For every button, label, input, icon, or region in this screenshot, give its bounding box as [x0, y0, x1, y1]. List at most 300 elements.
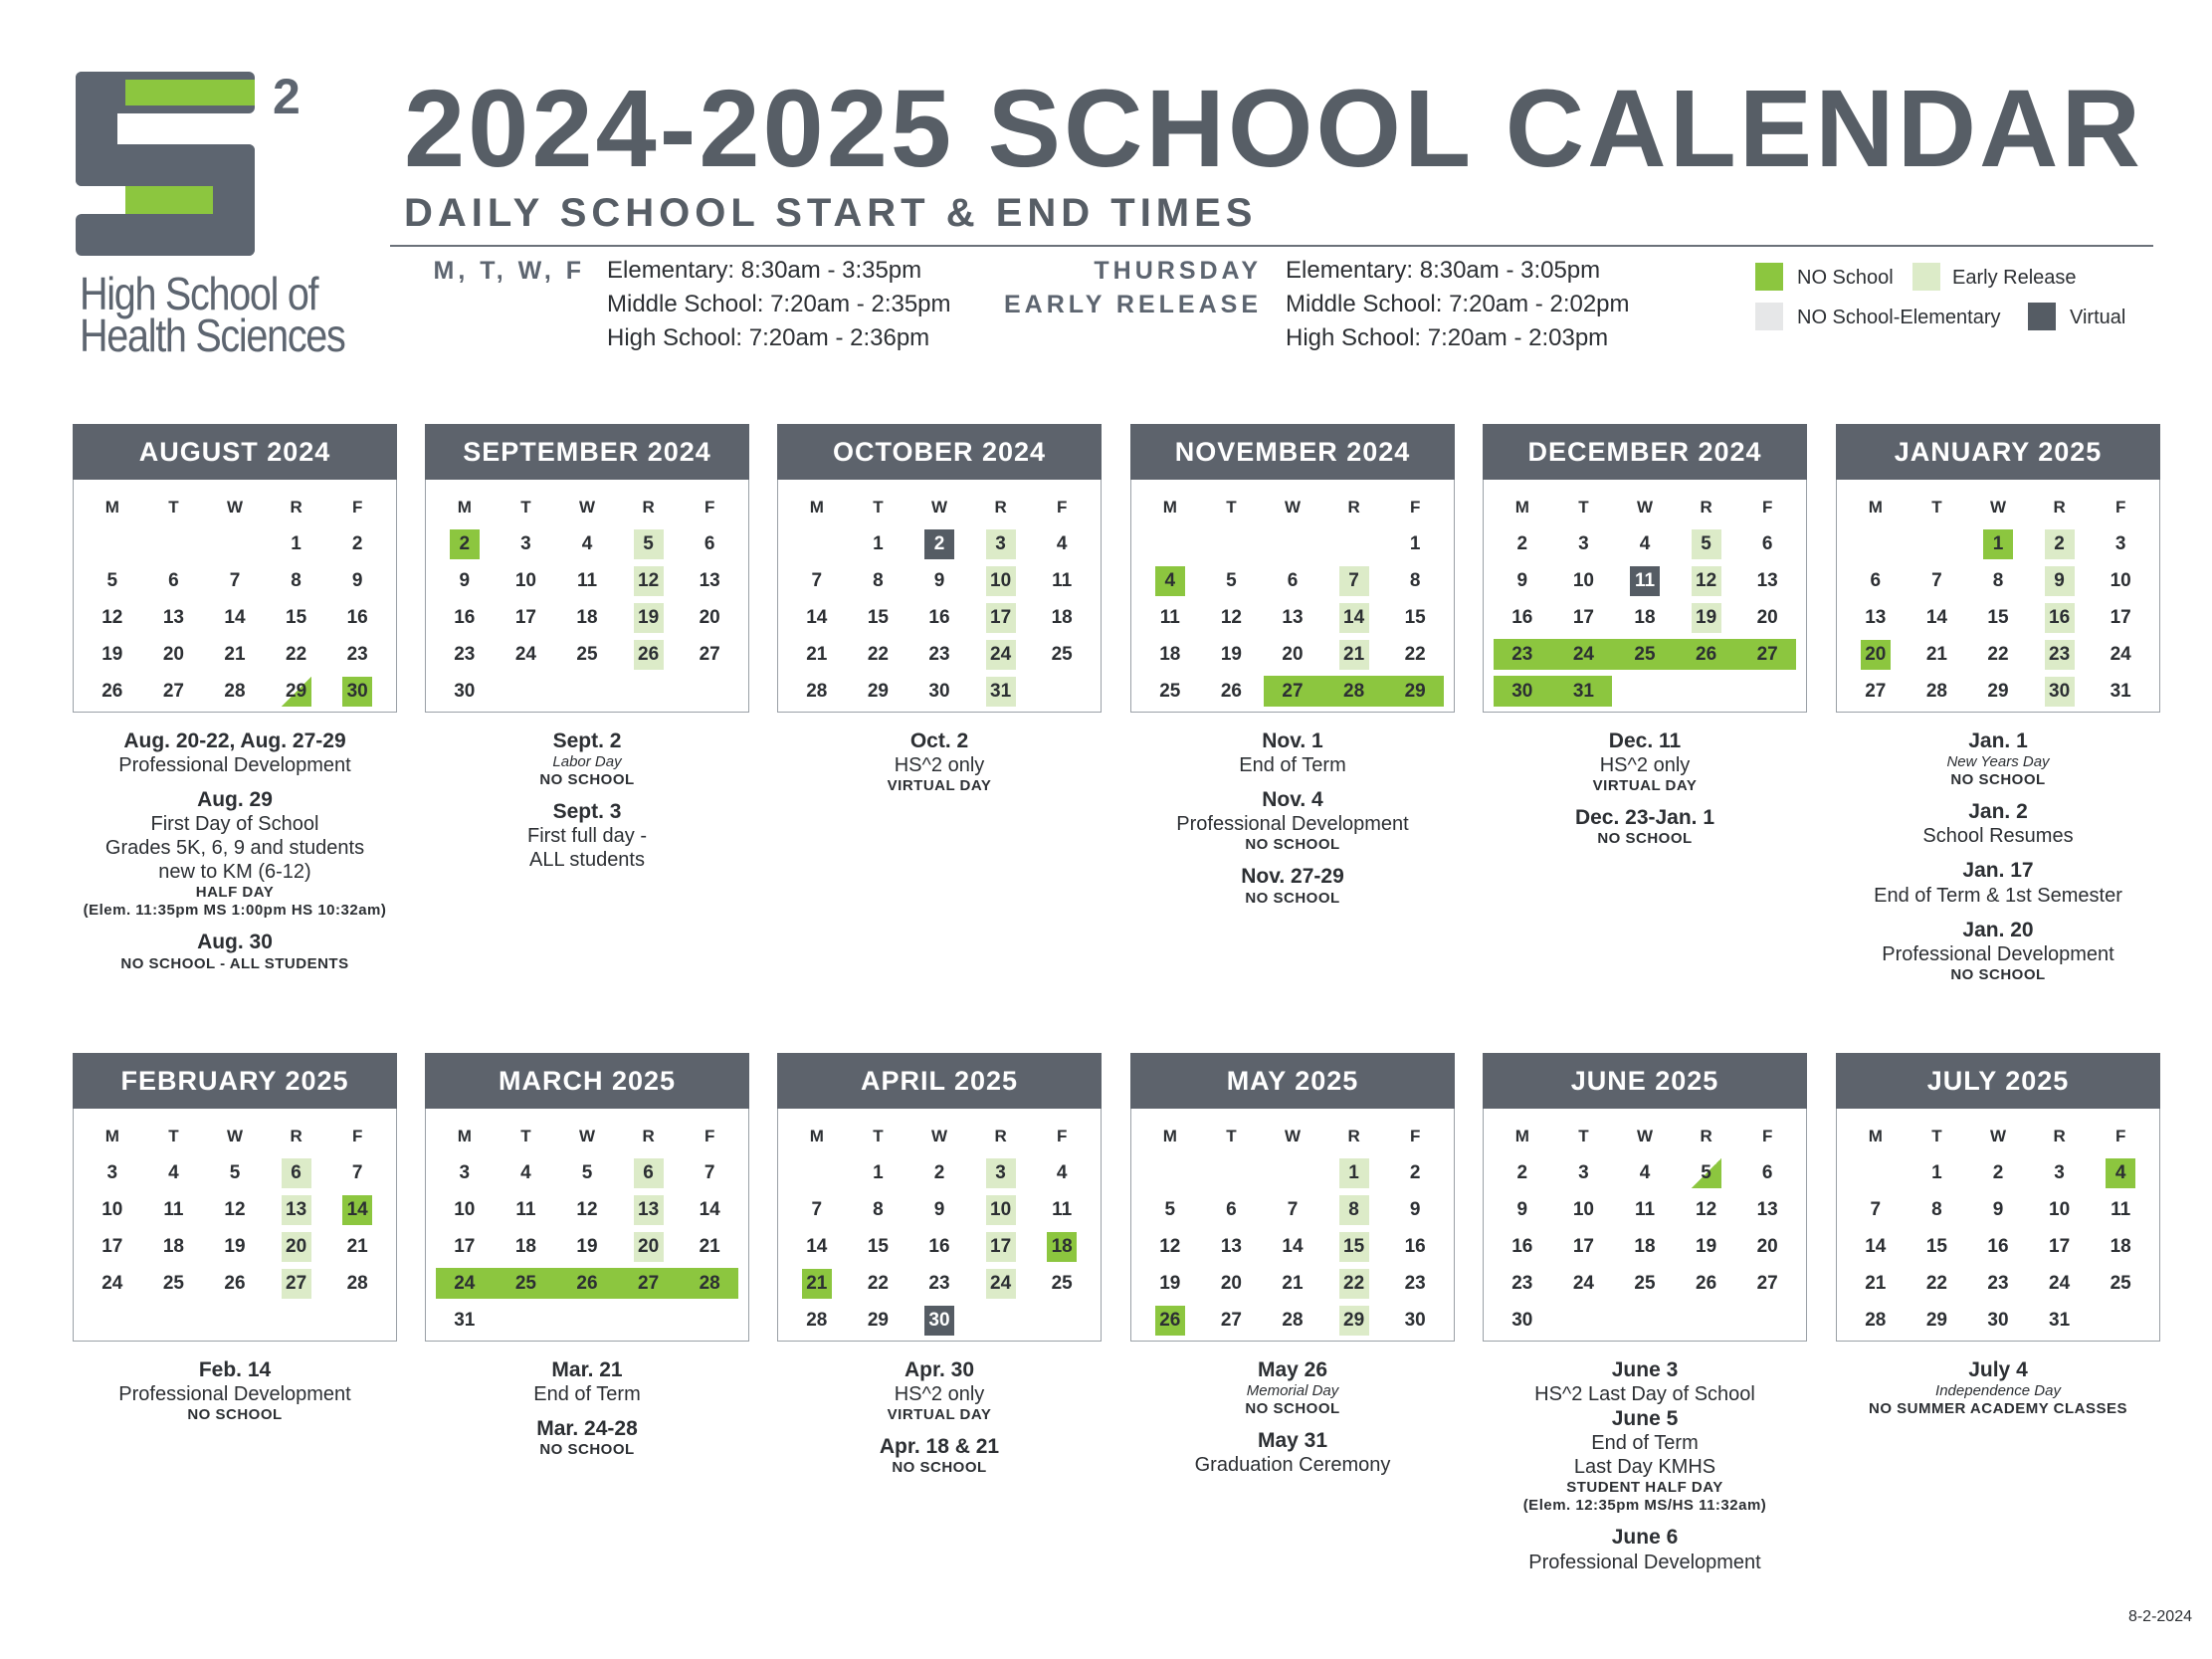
day-cell — [618, 1228, 680, 1265]
month-header: SEPTEMBER 2024 — [425, 424, 749, 480]
weekday-label: W — [226, 498, 244, 517]
week-row — [1492, 1191, 1798, 1228]
day-cell — [434, 562, 496, 599]
day-number: 29 — [1925, 1309, 1947, 1331]
day-cell — [204, 562, 266, 599]
day-cell — [1614, 1302, 1676, 1339]
day-number: 2 — [1516, 532, 1528, 554]
day-number: 4 — [1639, 1161, 1651, 1183]
month-notes — [425, 1357, 749, 1459]
day-cell — [143, 636, 205, 673]
note-line: HS^2 only — [1599, 754, 1691, 777]
day-cell — [1201, 599, 1263, 636]
day-cell — [1845, 1191, 1907, 1228]
day-cell — [786, 1302, 848, 1339]
day-number: 31 — [454, 1309, 476, 1331]
note-small: VIRTUAL DAY — [887, 1406, 992, 1424]
day-number: 5 — [1226, 569, 1237, 591]
note-small: NO SCHOOL — [892, 1459, 987, 1477]
legend-virtual-label: Virtual — [2070, 307, 2126, 328]
month-header: MARCH 2025 — [425, 1053, 749, 1109]
note-line: new to KM (6-12) — [158, 861, 311, 884]
day-number: 30 — [1511, 1309, 1533, 1331]
day-cell — [970, 1154, 1032, 1191]
week-row — [1845, 1265, 2151, 1302]
legend-virtual-swatch — [2028, 303, 2056, 330]
day-cell — [1676, 1191, 1737, 1228]
day-cell — [970, 599, 1032, 636]
week-row — [1845, 525, 2151, 562]
month-grid — [1483, 1109, 1807, 1342]
day-number: 2 — [1409, 1161, 1421, 1183]
day-cell — [1736, 636, 1798, 673]
month-grid — [1130, 1109, 1455, 1342]
day-cell — [970, 1191, 1032, 1228]
note-title: Nov. 1 — [1262, 729, 1323, 752]
day-number: 8 — [1992, 569, 2004, 591]
day-number: 12 — [576, 1198, 598, 1220]
week-row — [786, 525, 1093, 562]
day-cell — [1845, 1228, 1907, 1265]
month-grid — [73, 1109, 397, 1342]
day-number: 11 — [515, 1198, 536, 1220]
weekday-label: T — [873, 1127, 884, 1145]
weekday-label: T — [1226, 498, 1237, 517]
day-number: 26 — [224, 1272, 246, 1294]
day-number: 19 — [1696, 1235, 1717, 1257]
day-cell — [326, 562, 388, 599]
day-number: 10 — [986, 566, 1016, 596]
day-cell — [1323, 599, 1385, 636]
day-cell — [266, 1228, 327, 1265]
week-row — [82, 1228, 388, 1265]
week-row — [434, 1302, 740, 1339]
week-row — [1845, 1228, 2151, 1265]
day-number: 6 — [634, 1158, 664, 1188]
day-cell — [908, 525, 970, 562]
day-cell — [1492, 1154, 1553, 1191]
day-cell — [679, 1191, 740, 1228]
day-cell — [1492, 525, 1553, 562]
day-number: 31 — [1572, 680, 1594, 702]
week-row — [434, 525, 740, 562]
day-cell — [2029, 1191, 2091, 1228]
day-number: 18 — [1634, 1235, 1656, 1257]
day-cell — [908, 673, 970, 710]
note-line: End of Term — [1239, 754, 1346, 777]
week-row — [434, 599, 740, 636]
day-cell — [496, 599, 557, 636]
week-row — [82, 1265, 388, 1302]
weekday-label: M — [457, 498, 472, 517]
day-cell — [1201, 1228, 1263, 1265]
note-line: End of Term — [533, 1383, 641, 1406]
day-number: 7 — [351, 1161, 363, 1183]
day-number: 25 — [576, 643, 598, 665]
day-number: 30 — [924, 1306, 954, 1336]
note-line: HS^2 only — [894, 1383, 985, 1406]
day-number: 12 — [634, 566, 664, 596]
weekday-header-row — [82, 490, 388, 525]
day-number: 2 — [2045, 529, 2075, 559]
day-cell — [204, 1302, 266, 1339]
day-number: 30 — [342, 677, 372, 707]
day-number: 8 — [873, 569, 884, 591]
day-cell — [2090, 673, 2151, 710]
note-title: Apr. 18 & 21 — [879, 1435, 1000, 1459]
week-row — [786, 673, 1093, 710]
day-cell — [1553, 525, 1615, 562]
day-cell — [1323, 673, 1385, 710]
day-number: 28 — [806, 680, 828, 702]
note-small: NO SCHOOL — [1597, 830, 1693, 848]
day-number: 4 — [1056, 532, 1068, 554]
day-cell — [2029, 1265, 2091, 1302]
note-line: End of Term & 1st Semester — [1874, 884, 2122, 907]
note-line: School Resumes — [1922, 825, 2074, 848]
day-number: 14 — [1339, 603, 1369, 633]
day-cell — [1384, 562, 1446, 599]
day-number: 9 — [459, 569, 471, 591]
day-number: 8 — [1409, 569, 1421, 591]
note-title: Jan. 20 — [1962, 918, 2034, 941]
day-cell — [1967, 599, 2029, 636]
month-march-2025 — [425, 1053, 749, 1459]
week-row — [1492, 673, 1798, 710]
day-cell — [143, 1154, 205, 1191]
day-number: 28 — [346, 1272, 368, 1294]
weekday-label: T — [520, 498, 531, 517]
month-header: JANUARY 2025 — [1836, 424, 2160, 480]
day-cell — [848, 636, 909, 673]
day-cell — [1845, 1265, 1907, 1302]
day-cell — [848, 673, 909, 710]
day-number: 28 — [1925, 680, 1947, 702]
day-number: 23 — [454, 643, 476, 665]
day-cell — [1031, 562, 1093, 599]
note-title: June 5 — [1611, 1407, 1679, 1431]
day-cell — [326, 525, 388, 562]
note-line: First full day - — [526, 825, 648, 848]
weekday-label: T — [1931, 1127, 1942, 1145]
week-row — [1139, 673, 1446, 710]
day-number: 18 — [576, 606, 598, 628]
month-notes — [1483, 728, 1807, 848]
day-cell — [204, 525, 266, 562]
day-cell — [786, 525, 848, 562]
day-number: 17 — [1572, 606, 1594, 628]
day-cell — [2029, 525, 2091, 562]
day-number: 11 — [576, 569, 598, 591]
weekday-label: R — [1347, 498, 1360, 517]
day-cell — [2029, 562, 2091, 599]
day-cell — [82, 1191, 143, 1228]
week-row — [786, 1191, 1093, 1228]
note-title: June 6 — [1611, 1526, 1679, 1550]
day-number: 3 — [459, 1161, 471, 1183]
day-cell — [786, 673, 848, 710]
day-cell — [1201, 525, 1263, 562]
day-cell — [1907, 1228, 1968, 1265]
day-cell — [1323, 636, 1385, 673]
day-number: 8 — [873, 1198, 884, 1220]
day-cell — [266, 599, 327, 636]
day-number: 24 — [454, 1272, 476, 1294]
day-cell — [1323, 1191, 1385, 1228]
day-number: 11 — [2111, 1198, 2131, 1220]
week-row — [434, 636, 740, 673]
day-cell — [82, 562, 143, 599]
day-cell — [1676, 636, 1737, 673]
day-number: 6 — [1761, 1161, 1773, 1183]
day-cell — [266, 1302, 327, 1339]
day-cell — [2090, 1154, 2151, 1191]
day-number: 25 — [1051, 643, 1073, 665]
day-number: 11 — [1159, 606, 1180, 628]
weekday-label: R — [290, 498, 302, 517]
day-number: 7 — [1870, 1198, 1882, 1220]
day-number: 4 — [168, 1161, 179, 1183]
day-number: 28 — [1282, 1309, 1304, 1331]
weekday-label: R — [642, 498, 655, 517]
day-number: 10 — [2049, 1198, 2071, 1220]
day-cell — [326, 599, 388, 636]
day-cell — [1845, 525, 1907, 562]
day-cell — [496, 1302, 557, 1339]
day-number: 19 — [1220, 643, 1242, 665]
weekday-label: W — [930, 498, 948, 517]
day-number: 15 — [1339, 1232, 1369, 1262]
day-number: 26 — [1696, 1272, 1717, 1294]
day-cell — [1323, 1265, 1385, 1302]
day-number: 6 — [168, 569, 179, 591]
month-november-2024 — [1130, 424, 1455, 908]
week-row — [1492, 1265, 1798, 1302]
day-cell — [266, 673, 327, 710]
day-number: 17 — [514, 606, 536, 628]
day-number: 7 — [1931, 569, 1942, 591]
day-number: 5 — [106, 569, 118, 591]
month-header: APRIL 2025 — [777, 1053, 1102, 1109]
day-cell — [1736, 525, 1798, 562]
day-cell — [1967, 636, 2029, 673]
week-row — [434, 1228, 740, 1265]
note-small: NO SCHOOL — [539, 771, 635, 789]
day-cell — [204, 1265, 266, 1302]
day-number: 27 — [638, 1272, 660, 1294]
weekday-header-row — [1845, 490, 2151, 525]
day-cell — [1967, 525, 2029, 562]
day-number: 27 — [699, 643, 720, 665]
day-number: 10 — [514, 569, 536, 591]
week-row — [1492, 636, 1798, 673]
page-subtitle: DAILY SCHOOL START & END TIMES — [404, 191, 1258, 235]
day-number: 7 — [1339, 566, 1369, 596]
weekday-label: W — [1636, 1127, 1654, 1145]
day-number: 14 — [1925, 606, 1947, 628]
note-title: May 26 — [1257, 1358, 1328, 1381]
day-cell — [1614, 562, 1676, 599]
day-cell — [1384, 673, 1446, 710]
week-row — [1492, 562, 1798, 599]
day-cell — [618, 562, 680, 599]
day-number: 5 — [581, 1161, 593, 1183]
day-cell — [556, 1191, 618, 1228]
day-cell — [326, 1191, 388, 1228]
day-cell — [1139, 562, 1201, 599]
day-cell — [1907, 525, 1968, 562]
day-number: 16 — [1987, 1235, 2009, 1257]
day-cell — [1262, 1154, 1323, 1191]
note-spacer — [777, 1424, 1102, 1434]
note-line: Professional Development — [118, 754, 351, 777]
week-row — [82, 1154, 388, 1191]
day-cell — [1323, 1154, 1385, 1191]
day-number: 29 — [1404, 680, 1426, 702]
day-number: 28 — [1343, 680, 1365, 702]
day-cell — [618, 636, 680, 673]
weekday-label: F — [2114, 1127, 2126, 1145]
day-cell — [848, 1302, 909, 1339]
weekday-label: F — [1409, 498, 1421, 517]
regular-time-elementary: Elementary: 8:30am - 3:35pm — [607, 257, 922, 284]
day-cell — [1201, 1265, 1263, 1302]
day-number: 28 — [224, 680, 246, 702]
day-cell — [1614, 525, 1676, 562]
day-number: 1 — [873, 532, 884, 554]
day-cell — [908, 599, 970, 636]
day-cell — [434, 1154, 496, 1191]
day-cell — [1262, 1228, 1323, 1265]
note-title: Jan. 1 — [1968, 729, 2028, 752]
day-cell — [1845, 562, 1907, 599]
day-cell — [2090, 1228, 2151, 1265]
day-cell — [82, 1228, 143, 1265]
day-cell — [1139, 1154, 1201, 1191]
day-cell — [1907, 1265, 1968, 1302]
day-cell — [679, 1302, 740, 1339]
day-cell — [1492, 636, 1553, 673]
day-number: 12 — [224, 1198, 246, 1220]
weekday-label: T — [1578, 1127, 1589, 1145]
day-number: 24 — [986, 1269, 1016, 1299]
day-cell — [786, 636, 848, 673]
month-grid — [1483, 480, 1807, 713]
week-row — [82, 599, 388, 636]
day-number: 26 — [634, 640, 664, 670]
day-cell — [679, 599, 740, 636]
day-number: 27 — [162, 680, 184, 702]
weekday-header-row — [82, 1119, 388, 1154]
day-cell — [618, 1265, 680, 1302]
day-cell — [1907, 599, 1968, 636]
day-cell — [786, 1191, 848, 1228]
month-april-2025 — [777, 1053, 1102, 1477]
day-cell — [266, 1191, 327, 1228]
day-number: 30 — [2045, 677, 2075, 707]
day-number: 6 — [1761, 532, 1773, 554]
day-cell — [82, 636, 143, 673]
day-number: 9 — [933, 1198, 945, 1220]
day-number: 9 — [2045, 566, 2075, 596]
day-number: 5 — [229, 1161, 241, 1183]
day-number: 17 — [101, 1235, 123, 1257]
note-line: Last Day KMHS — [1573, 1456, 1716, 1479]
day-cell — [2090, 599, 2151, 636]
day-number: 11 — [1052, 569, 1073, 591]
week-row — [1845, 1154, 2151, 1191]
legend-no-school-elementary-label: NO School-Elementary — [1797, 307, 2001, 328]
day-cell — [1384, 1228, 1446, 1265]
day-number: 10 — [2110, 569, 2131, 591]
day-number: 21 — [806, 643, 828, 665]
day-number: 13 — [1756, 569, 1778, 591]
day-number: 7 — [811, 1198, 823, 1220]
day-number: 9 — [933, 569, 945, 591]
day-cell — [1139, 636, 1201, 673]
day-cell — [496, 1154, 557, 1191]
day-number: 6 — [1287, 569, 1299, 591]
month-header: MAY 2025 — [1130, 1053, 1455, 1109]
day-cell — [434, 1265, 496, 1302]
day-number: 27 — [1756, 1272, 1778, 1294]
week-row — [1845, 673, 2151, 710]
day-number: 9 — [1992, 1198, 2004, 1220]
day-cell — [1384, 1154, 1446, 1191]
day-cell — [1676, 525, 1737, 562]
day-cell — [2090, 525, 2151, 562]
day-number: 22 — [286, 643, 307, 665]
weekday-label: M — [809, 498, 824, 517]
day-number: 15 — [1987, 606, 2009, 628]
day-number: 3 — [520, 532, 531, 554]
day-number: 1 — [1983, 529, 2013, 559]
day-cell — [1262, 636, 1323, 673]
week-row — [1845, 599, 2151, 636]
day-cell — [786, 1265, 848, 1302]
day-cell — [970, 636, 1032, 673]
week-row — [1139, 1265, 1446, 1302]
day-cell — [326, 636, 388, 673]
week-row — [434, 1191, 740, 1228]
school-logo — [76, 72, 374, 360]
day-cell — [786, 599, 848, 636]
week-row — [1139, 636, 1446, 673]
note-title: Oct. 2 — [909, 729, 969, 752]
day-cell — [1614, 599, 1676, 636]
day-cell — [970, 562, 1032, 599]
day-cell — [1676, 599, 1737, 636]
weekday-header-row — [1139, 490, 1446, 525]
day-cell — [1201, 562, 1263, 599]
note-title: July 4 — [1968, 1358, 2028, 1381]
note-small: VIRTUAL DAY — [1592, 777, 1698, 795]
day-cell — [1967, 1228, 2029, 1265]
day-cell — [1676, 562, 1737, 599]
weekday-label: M — [1162, 498, 1177, 517]
day-number: 6 — [1870, 569, 1882, 591]
day-cell — [496, 1265, 557, 1302]
day-number: 26 — [1155, 1306, 1185, 1336]
day-number: 15 — [867, 606, 889, 628]
day-number: 21 — [1865, 1272, 1887, 1294]
day-number: 19 — [1692, 603, 1721, 633]
day-cell — [496, 1228, 557, 1265]
day-number: 21 — [224, 643, 246, 665]
day-cell — [908, 1154, 970, 1191]
month-february-2025 — [73, 1053, 397, 1424]
day-cell — [848, 1191, 909, 1228]
